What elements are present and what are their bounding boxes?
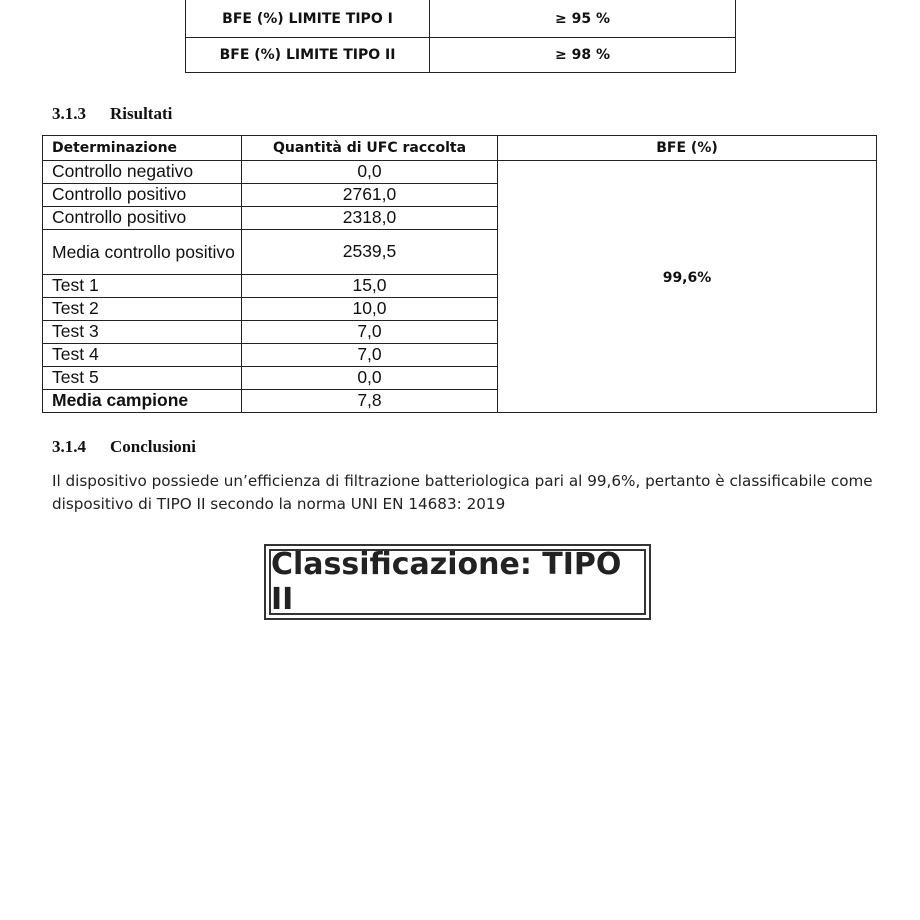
section-title: Conclusioni [110,437,196,456]
row-label: Media controllo positivo [43,230,242,275]
row-value: 7,0 [242,321,498,344]
row-value: 15,0 [242,275,498,298]
bfe-limits-table [185,0,736,73]
row-label: Test 3 [43,321,242,344]
limit-label: BFE (%) LIMITE TIPO I [186,0,430,38]
row-value: 2761,0 [242,184,498,207]
row-value: 2318,0 [242,207,498,230]
row-value: 0,0 [242,161,498,184]
results-header-row [43,136,877,161]
row-label: Controllo negativo [43,161,242,184]
results-table [42,135,877,413]
limit-row-tipo-2 [186,38,736,73]
table-row [43,161,877,184]
classification-label: Classificazione: TIPO II [269,549,646,615]
column-header-determinazione: Determinazione [43,136,242,161]
row-value: 10,0 [242,298,498,321]
classification-box [264,544,651,620]
row-label: Test 5 [43,367,242,390]
results-heading [52,104,172,124]
conclusions-heading [52,437,196,457]
limit-value: ≥ 98 % [430,38,736,73]
row-value: 2539,5 [242,230,498,275]
limit-row-tipo-1 [186,0,736,38]
row-value: 7,0 [242,344,498,367]
row-label: Controllo positivo [43,207,242,230]
conclusion-text: Il dispositivo possiede un’efficienza di filtrazione batteriologica pari al 99,6%, pertanto è classificabile come dispositivo di TIPO II secondo la norma UNI EN 14683: 2019 [52,472,873,513]
row-label: Media campione [43,390,242,413]
column-header-bfe: BFE (%) [498,136,877,161]
section-number: 3.1.4 [52,437,86,456]
limit-value: ≥ 95 % [430,0,736,38]
row-value: 7,8 [242,390,498,413]
limit-label: BFE (%) LIMITE TIPO II [186,38,430,73]
row-label: Test 2 [43,298,242,321]
bfe-result: 99,6% [498,161,877,413]
section-number: 3.1.3 [52,104,86,123]
row-value: 0,0 [242,367,498,390]
row-label: Controllo positivo [43,184,242,207]
column-header-ufc: Quantità di UFC raccolta [242,136,498,161]
section-title: Risultati [110,104,173,123]
row-label: Test 1 [43,275,242,298]
row-label: Test 4 [43,344,242,367]
